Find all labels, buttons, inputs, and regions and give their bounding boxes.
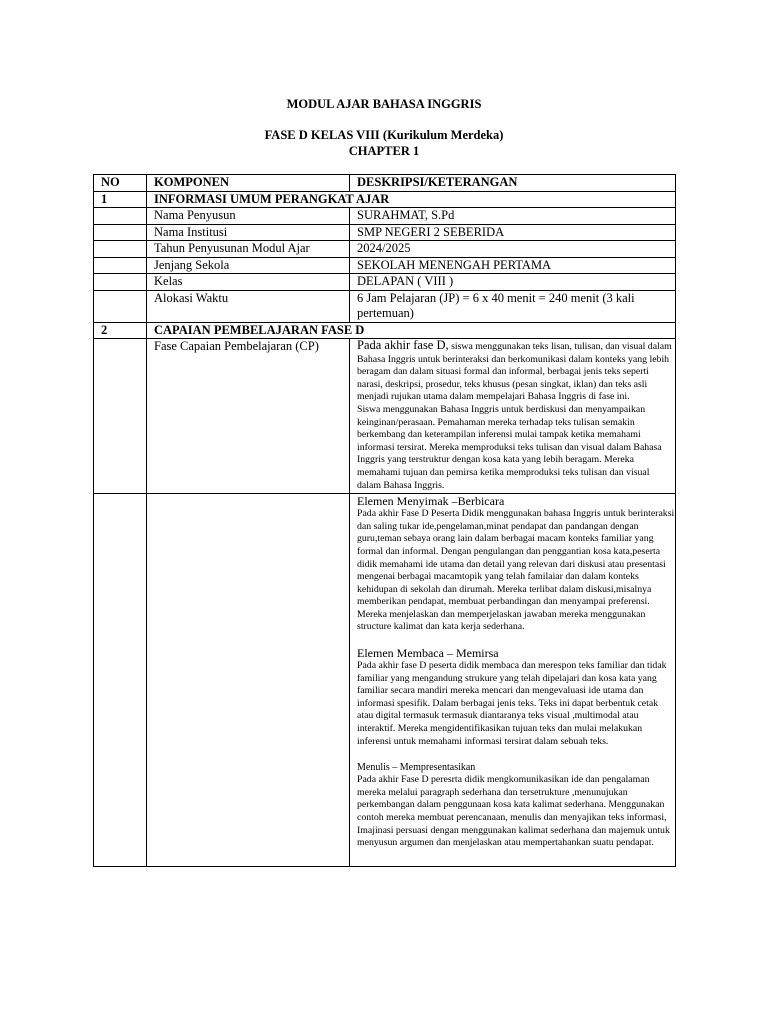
table-row	[94, 224, 676, 241]
header-deskripsi: DESKRIPSI/KETERANGAN	[350, 175, 676, 192]
section-1-row	[94, 191, 676, 208]
row-label: Alokasi Waktu	[147, 290, 350, 322]
cp-text-2: Siswa menggunakan Bahasa Inggris untuk berdiskusi dan menyampaikan keinginan/perasaan. Pemahaman mereka terhadap teks tulisan semakin berkembang dan keterampilan inferensi mulai tampak ketika memahami informasi tersirat. Mereka memproduksi teks tulisan dan visual dalam Bahasa Inggris yang terstruktur dengan kosa kata yang lebih beragam. Mereka memahami tujuan dan pemirsa ketika memproduksi teks tulisan dan visual dalam Bahasa Inggris.	[357, 403, 662, 491]
row-value: DELAPAN ( VIII )	[350, 274, 676, 291]
cp-description	[350, 339, 676, 494]
elements-description	[350, 494, 676, 867]
element-2-text: Pada akhir fase D peserta didik membaca dan merespon teks familiar dan tidak familiar yang mengandung strukure yang telah dipelajari dan kosa kata yang familiar secara mandiri mereka mencari dan mengevaluasi ide utama dan informasi spesifik. Dalam berbagai jenis teks. Teks ini dapat berbentuk cetak atau digital termasuk termasuk diantaranya teks visual ,multimodal atau interaktif. Mereka mengidentifikasikan tujuan teks dan mulai melakukan inferensi untuk memahami informasi tersirat dalam sebuah teks.	[357, 660, 667, 747]
row-label: Tahun Penyusunan Modul Ajar	[147, 241, 350, 258]
cp-label: Fase Capaian Pembelajaran (CP)	[147, 339, 350, 494]
table-row	[94, 241, 676, 258]
document-subtitle: FASE D KELAS VIII (Kurikulum Merdeka)	[264, 128, 504, 142]
element-1-title: Elemen Menyimak –Berbicara	[357, 494, 505, 509]
element-2-title: Elemen Membaca – Memirsa	[357, 646, 499, 661]
element-1-text: Pada akhir Fase D Peserta Didik menggunakan bahasa Inggris untuk berinteraksi dan saling tukar ide,pengelaman,minat pendapat dan pandangan dengan guru,teman sebaya orang lain dalam berbagai macam konteks familiar yang formal dan informal. Dengan pengulangan dan penggantian kosa kata,peserta didik memahami ide utama dan detail yang relevan dari diskusi atau presentasi mengenai berbagai macamtopik yang telah familaiar dan dalam konteks kehidupan di sekolah dan dirumah. Mereka terlibat dalam diskusi,misalnya memberikan pendapat, membuat perbandingan dan menyampai preferensi. Mereka menjelaskan dan memperjelaskan jawaban mereka menggunakan structure kalimat dan kata kerja sederhana.	[357, 508, 675, 633]
header-no: NO	[94, 175, 147, 192]
row-value: 2024/2025	[350, 241, 676, 258]
cp-row	[94, 339, 676, 494]
row-value: SEKOLAH MENENGAH PERTAMA	[350, 257, 676, 274]
table-row	[94, 208, 676, 225]
row-label: Nama Penyusun	[147, 208, 350, 225]
table-row	[94, 274, 676, 291]
document-title: MODUL AJAR BAHASA INGGRIS	[286, 97, 482, 111]
row-label: Jenjang Sekola	[147, 257, 350, 274]
row-value: SURAHMAT, S.Pd	[350, 208, 676, 225]
table-row	[94, 290, 676, 322]
row-value: SMP NEGERI 2 SEBERIDA	[350, 224, 676, 241]
table-header-row	[94, 175, 676, 192]
section-2-number: 2	[94, 322, 147, 339]
row-label: Nama Institusi	[147, 224, 350, 241]
cp-text-1: siswa menggunakan teks lisan, tulisan, dan visual dalam Bahasa Inggris untuk berinteraksi dan berkomunikasi dalam konteks yang lebih beragam dan dalam situasi formal dan informal, berbagai jenis teks seperti narasi, deskripsi, prosedur, teks khusus (pesan singkat, iklan) dan teks asli menjadi rujukan utama dalam mempelajari Bahasa Inggris di fase ini.	[357, 341, 672, 403]
element-3-text: Pada akhir Fase D peresrta didik mengkomunikasikan ide dan pengalaman mereka melalui paragraph sederhana dan tersetrukture ,menunujukan perkembangan dalam penggunaan kosa kata kalimat sederhana. Menggunakan contoh mereka membuat perencanaan, menulis dan menyajikan teks informasi, Imajinasi persuasi dengan menggunakan kalimat sederhana dan majemuk untuk menyusun argumen dan menjelaskan atau mempertahankan suatu pendapat.	[357, 774, 670, 849]
section-1-title: INFORMASI UMUM PERANGKAT AJAR	[147, 191, 676, 208]
module-table	[93, 174, 676, 867]
element-3-title: Menulis – Mempresentasikan	[357, 762, 476, 774]
section-2-row	[94, 322, 676, 339]
table-row	[94, 257, 676, 274]
section-2-title: CAPAIAN PEMBELAJARAN FASE D	[147, 322, 676, 339]
section-1-number: 1	[94, 191, 147, 208]
row-value: 6 Jam Pelajaran (JP) = 6 x 40 menit = 240 menit (3 kali pertemuan)	[350, 290, 676, 322]
elements-row	[94, 494, 676, 867]
cp-lead: Pada akhir fase D,	[357, 338, 449, 352]
row-label: Kelas	[147, 274, 350, 291]
header-komponen: KOMPONEN	[147, 175, 350, 192]
document-chapter: CHAPTER 1	[348, 144, 420, 158]
